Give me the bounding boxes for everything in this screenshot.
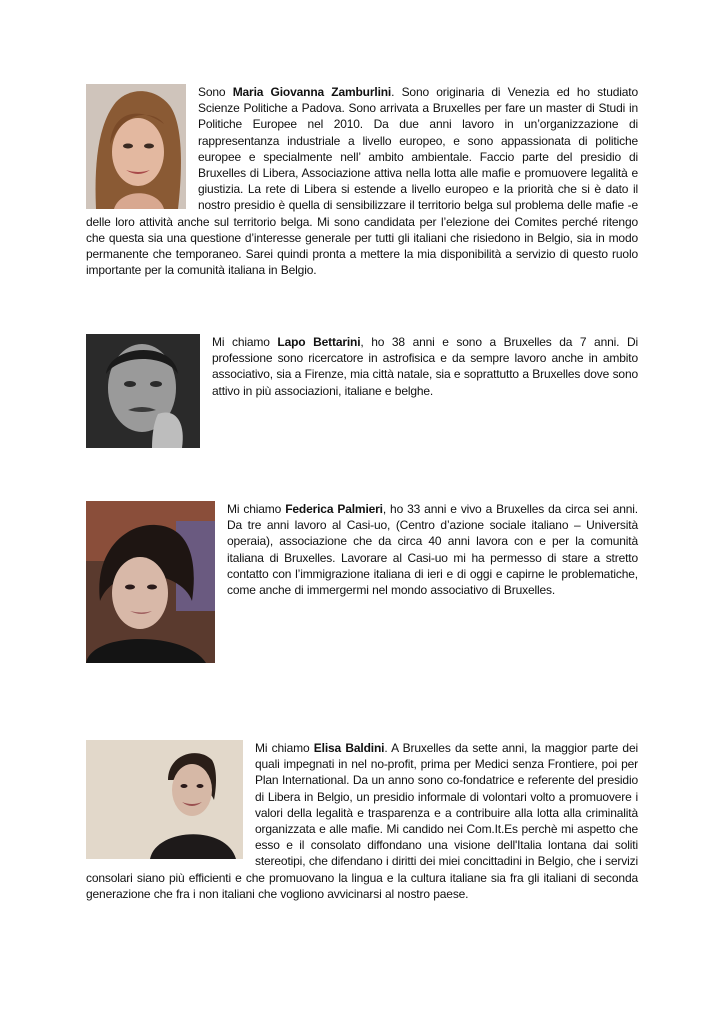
portrait-photo: [86, 334, 200, 448]
bio-text: Mi chiamo Lapo Bettarini, ho 38 anni e sono a Bruxelles da 7 anni. Di professione sono ricercatore in astrofisica e da sempre lavoro anche in ambito associativo, sia a Firenze, mia città natale, sia e soprattutto a Bruxelles dove sono attivo in più associazioni, italiane e belghe.: [212, 335, 638, 398]
person-name: Federica Palmieri: [285, 502, 383, 516]
bio-text: Sono Maria Giovanna Zamburlini. Sono originaria di Venezia ed ho studiato Scienze Politiche a Padova. Sono arrivata a Bruxelles per fare un master di Studi in Politiche Europee nel 2010. Da due anni lavoro in un’organizzazione di rappresentanza industriale a livello europeo, e sono appassionata di politiche europee e specialmente nell’ ambito ambientale. Faccio parte del presidio di Bruxelles di Libera, Associazione attiva nella lotta alle mafie e promuovere legalità e giustizia. La rete di Libera si estende a livello europeo e la priorità che si è dato il nostro presidio è quella di sensibilizzare il territorio belga sul problema delle mafie -e delle loro attività anche sul territorio belga. Mi sono candidata per l’elezione dei Comites perché ritengo che questa sia una questione d’interesse generale per tutti gli italiani che risiedono in Belgio, sia in modo permanente che temporaneo. Sarei quindi pronta a mettere la mia disponibilità a servizio di questo ruolo importante per la comunità italiana in Belgio.: [86, 85, 639, 278]
portrait-photo: [86, 740, 243, 859]
bio-maria-zamburlini: [86, 84, 638, 278]
bio-federica-palmieri: [86, 501, 638, 665]
portrait-photo: [86, 501, 215, 663]
bio-elisa-baldini: [86, 740, 638, 902]
bio-text: Mi chiamo Federica Palmieri, ho 33 anni e vivo a Bruxelles da circa sei anni. Da tre anni lavoro al Casi-uo, (Centro d’azione sociale italiano – Università operaia), associazione che da circa 40 anni lavora con e per la comunità italiana di Bruxelles. Lavorare al Casi-uo mi ha permesso di stare a stretto contatto con l’immigrazione italiana di ieri e di oggi e capirne le problematiche, come anche di immergermi nel mondo associativo di Bruxelles.: [227, 502, 638, 598]
portrait-photo: [86, 84, 186, 209]
person-name: Elisa Baldini: [313, 741, 385, 755]
bio-lapo-bettarini: [86, 334, 638, 450]
person-name: Lapo Bettarini: [277, 335, 361, 349]
bio-text: Mi chiamo Elisa Baldini. A Bruxelles da sette anni, la maggior parte dei quali impegnati in nel no-profit, prima per Medici senza Frontiere, poi per Plan International. Da un anno sono co-fondatrice e referente del presidio di Libera in Belgio, un presidio informale di volontari volto a promuovere i valori della legalità e trasparenza e a contribuire alla lotta alla criminalità organizzata e alle mafie. Mi candido nei Com.It.Es perchè mi aspetto che esso e il consolato diffondano una visione dell'Italia lontana dai soliti stereotipi, che difendano i diritti dei miei concittadini in Belgio, che i servizi consolari siano più efficienti e che promuovano la lingua e la cultura italiane sia fra gli italiani di seconda generazione che fra i non italiani che vogliono avvicinarsi al nostro paese.: [86, 741, 638, 901]
person-name: Maria Giovanna Zamburlini: [232, 85, 392, 99]
